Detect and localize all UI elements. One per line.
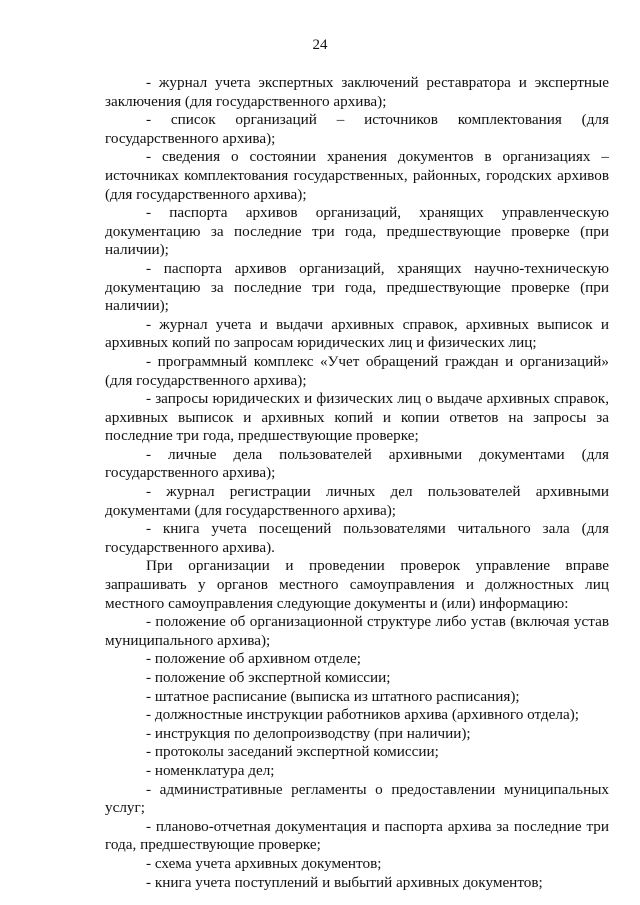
list-item: - схема учета архивных документов; [146,854,382,872]
document-body [105,74,609,892]
list-item: - положение об архивном отделе; [146,650,362,668]
list-item: - положение об организационной структуре либо устав (включая устав муниципального архива); [105,613,609,649]
list-item: - сведения о состоянии хранения документов в организациях – источниках комплектования государственных, районных, городских архивов (для государственного архива); [105,148,609,203]
list-item: - журнал учета экспертных заключений реставратора и экспертные заключения (для государственного архива); [105,74,609,110]
list-item: - список организаций – источников комплектования (для государственного архива); [105,111,609,147]
list-item: - планово-отчетная документация и паспорта архива за последние три года, предшествующие проверке; [105,817,609,854]
list-item: - паспорта архивов организаций, хранящих научно-техническую документацию за последние три года, предшествующие проверке (при наличии); [105,259,609,315]
list-item: - номенклатура дел; [146,761,275,779]
list-item: - книга учета поступлений и выбытий архивных документов; [146,873,543,891]
list-item: - должностные инструкции работников архива (архивного отдела); [146,706,579,724]
list-item: - личные дела пользователей архивными документами (для государственного архива); [105,445,609,482]
list-item: - положение об экспертной комиссии; [146,669,391,686]
list-item: - книга учета посещений пользователями читального зала (для государственного архива). [105,520,609,556]
intro-paragraph: При организации и проведении проверок управление вправе запрашивать у органов местного самоуправления и должностных лиц местного самоуправления следующие документы и (или) информацию: [105,557,609,612]
list-item: - протоколы заседаний экспертной комиссии; [146,743,439,761]
list-item: - запросы юридических и физических лиц о выдаче архивных справок, архивных выписок и архивных копий и копии ответов на запросы за последние три года, предшествующие проверке; [105,390,609,445]
list-item: - административные регламенты о предоставлении муниципальных услуг; [105,780,609,817]
list-item: - программный комплекс «Учет обращений граждан и организаций» (для государственного архива); [105,352,609,389]
list-item: - журнал учета и выдачи архивных справок, архивных выписок и архивных копий по запросам юридических лиц и физических лиц; [105,315,609,352]
list-item: - инструкция по делопроизводству (при наличии); [146,724,471,742]
list-item: - паспорта архивов организаций, хранящих управленческую документацию за последние три года, предшествующие проверке (при наличии); [105,204,609,259]
page-number: 24 [312,37,328,53]
list-item: - журнал регистрации личных дел пользователей архивными документами (для государственного архива); [105,483,609,519]
list-item: - штатное расписание (выписка из штатного расписания); [146,687,520,705]
